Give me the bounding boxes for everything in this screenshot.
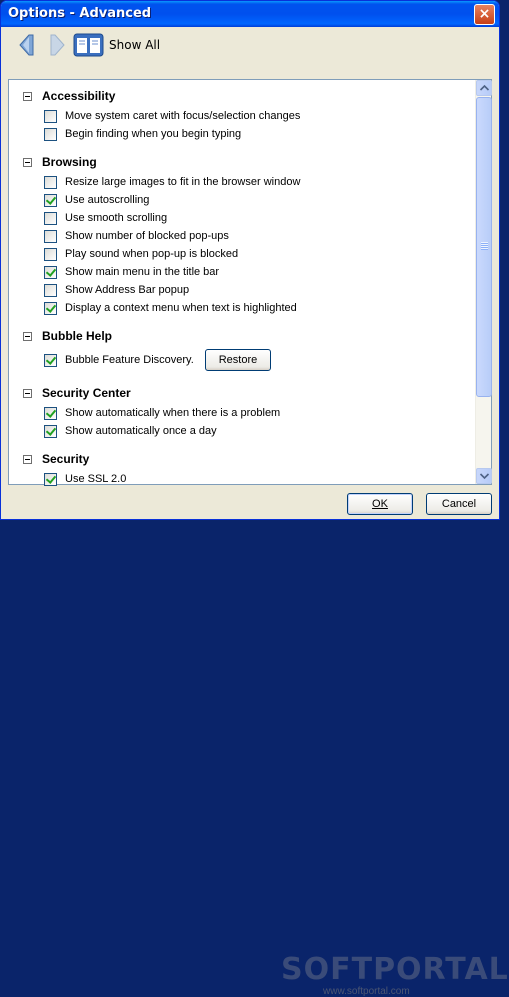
scroll-up-button[interactable] [476,80,492,96]
checkbox[interactable] [44,248,57,261]
back-arrow-icon[interactable] [15,32,39,58]
group-title: Browsing [42,155,97,169]
option-label: Show automatically when there is a problem [65,407,281,419]
chevron-down-icon [480,473,489,479]
checkbox[interactable] [44,266,57,279]
checkbox[interactable] [44,284,57,297]
checkbox[interactable] [44,354,57,367]
checkbox[interactable] [44,110,57,123]
forward-arrow-icon[interactable] [45,32,69,58]
vertical-scrollbar[interactable] [475,80,491,484]
close-icon: × [478,6,491,22]
option-label: Bubble Feature Discovery. [65,354,194,366]
group-accessibility[interactable] [23,88,115,104]
restore-button[interactable]: Restore [205,349,271,371]
title-bar[interactable] [1,1,499,27]
option-label: Show main menu in the title bar [65,266,220,278]
group-title: Security Center [42,386,131,400]
close-button[interactable] [474,4,495,25]
group-title: Security [42,452,90,466]
option-popup-sound[interactable] [44,246,238,262]
option-label: Use autoscrolling [65,194,150,206]
dialog-footer [1,486,509,997]
options-list [9,80,476,484]
group-security[interactable] [23,451,89,467]
group-title: Accessibility [42,89,116,103]
option-label: Use SSL 2.0 [65,473,127,485]
collapse-icon[interactable] [23,332,32,341]
grip-icon [481,242,488,250]
option-label: Resize large images to fit in the browser window [65,176,301,188]
show-all-icon [73,32,104,58]
option-label: Use smooth scrolling [65,212,168,224]
toolbar [1,27,499,65]
show-all-label: Show All [109,38,161,52]
group-title: Bubble Help [42,329,113,343]
checkbox[interactable] [44,302,57,315]
ok-label: OK [372,498,388,510]
collapse-icon[interactable] [23,389,32,398]
option-begin-finding[interactable] [44,126,241,142]
option-label: Show Address Bar popup [65,284,190,296]
checkbox[interactable] [44,230,57,243]
option-use-ssl2[interactable] [44,471,126,487]
checkbox[interactable] [44,212,57,225]
group-bubble-help[interactable] [23,328,112,344]
option-label: Show number of blocked pop-ups [65,230,229,242]
option-label: Play sound when pop-up is blocked [65,248,239,260]
watermark-logo: SOFTPORTAL [281,952,509,987]
scroll-thumb[interactable] [476,97,492,397]
option-resize-images[interactable] [44,174,300,190]
option-bubble-feature-discovery[interactable] [44,352,194,368]
option-label: Show automatically once a day [65,425,217,437]
scroll-down-button[interactable] [476,468,492,484]
option-context-menu[interactable] [44,300,297,316]
ok-button[interactable] [347,493,413,515]
option-label: Begin finding when you begin typing [65,128,242,140]
option-autoscrolling[interactable] [44,192,149,208]
collapse-icon[interactable] [23,455,32,464]
chevron-up-icon [480,85,489,91]
option-address-bar-popup[interactable] [44,282,189,298]
checkbox[interactable] [44,176,57,189]
group-security-center[interactable] [23,385,131,401]
checkbox[interactable] [44,425,57,438]
checkbox[interactable] [44,128,57,141]
option-label: Move system caret with focus/selection changes [65,110,301,122]
option-show-on-problem[interactable] [44,405,280,421]
option-main-menu-title-bar[interactable] [44,264,219,280]
option-blocked-popups-count[interactable] [44,228,229,244]
checkbox[interactable] [44,407,57,420]
collapse-icon[interactable] [23,92,32,101]
option-smooth-scrolling[interactable] [44,210,167,226]
option-show-once-a-day[interactable] [44,423,217,439]
show-all-button[interactable] [73,31,160,59]
watermark-url: www.softportal.com [323,986,410,997]
checkbox[interactable] [44,194,57,207]
option-label: Display a context menu when text is highlighted [65,302,297,314]
collapse-icon[interactable] [23,158,32,167]
option-move-caret[interactable] [44,108,300,124]
window-title: Options - Advanced [8,6,152,21]
checkbox[interactable] [44,473,57,486]
options-panel [8,79,492,485]
group-browsing[interactable] [23,154,97,170]
cancel-button[interactable]: Cancel [426,493,492,515]
